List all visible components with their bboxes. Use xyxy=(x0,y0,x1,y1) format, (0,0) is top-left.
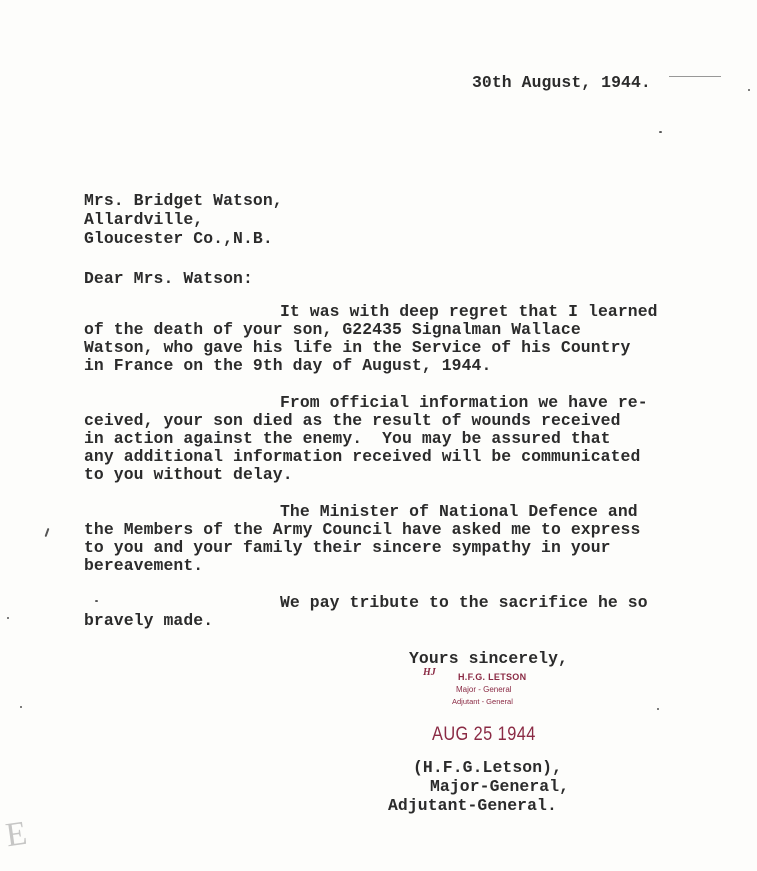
address-line: Gloucester Co.,N.B. xyxy=(84,229,273,248)
paper-speck xyxy=(657,708,659,710)
body-line: of the death of your son, G22435 Signalman Wallace xyxy=(84,320,581,339)
letter-date: 30th August, 1944. xyxy=(472,73,651,92)
stamp-rank: Major - General xyxy=(456,685,512,694)
paper-speck xyxy=(45,528,50,537)
body-line: The Minister of National Defence and xyxy=(280,502,638,521)
body-line: to you and your family their sincere sympathy in your xyxy=(84,538,611,557)
body-line: to you without delay. xyxy=(84,465,293,484)
closing: Yours sincerely, xyxy=(409,649,568,668)
paper-speck xyxy=(7,617,9,619)
body-line: We pay tribute to the sacrifice he so xyxy=(280,593,648,612)
stamp-title: Adjutant - General xyxy=(452,697,513,706)
paper-speck xyxy=(748,89,750,91)
handwritten-initials: HJ xyxy=(423,667,436,678)
body-line: It was with deep regret that I learned xyxy=(280,302,658,321)
signature-line: Adjutant-General. xyxy=(388,796,557,815)
paper-speck xyxy=(659,131,662,133)
paper-speck xyxy=(95,600,98,602)
address-line: Mrs. Bridget Watson, xyxy=(84,191,283,210)
body-line: From official information we have re- xyxy=(280,393,648,412)
salutation: Dear Mrs. Watson: xyxy=(84,269,253,288)
body-line: bereavement. xyxy=(84,556,204,575)
body-line: any additional information received will be communicated xyxy=(84,447,641,466)
paper-speck xyxy=(20,706,22,708)
body-line: in action against the enemy. You may be assured that xyxy=(84,429,611,448)
signature-line: Major-General, xyxy=(430,777,570,796)
body-line: ceived, your son died as the result of wounds received xyxy=(84,411,621,430)
body-line: Watson, who gave his life in the Service of his Country xyxy=(84,338,631,357)
stamp-name: H.F.G. LETSON xyxy=(458,672,527,682)
body-line: in France on the 9th day of August, 1944. xyxy=(84,356,492,375)
body-line: the Members of the Army Council have asked me to express xyxy=(84,520,641,539)
signature-line: (H.F.G.Letson), xyxy=(413,758,563,777)
body-line: bravely made. xyxy=(84,611,214,630)
address-line: Allardville, xyxy=(84,210,204,229)
date-underline xyxy=(669,76,721,77)
margin-mark: E xyxy=(3,814,30,855)
received-date-stamp: AUG 25 1944 xyxy=(432,724,536,745)
